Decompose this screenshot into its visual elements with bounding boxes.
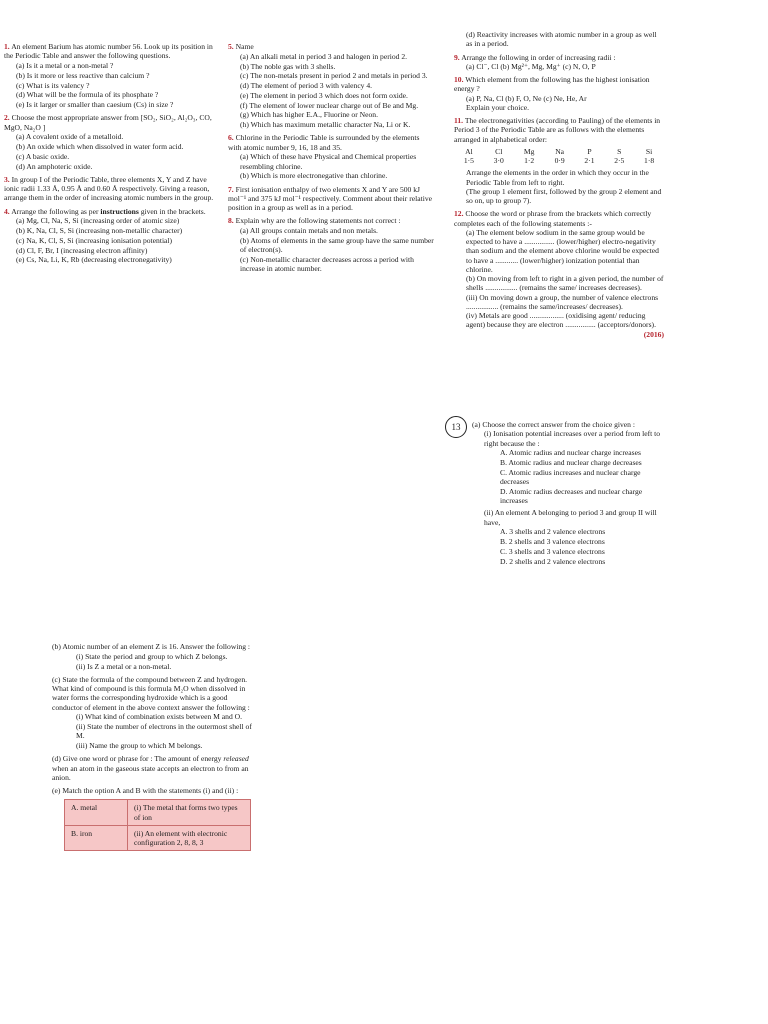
question-13-number: 13 [445,416,467,438]
question-stem: An element Barium has atomic number 56. Look up its position in the Periodic Table and answer the following questions. [4,42,213,61]
option-list [52,652,254,671]
option: (iii) Name the group to which M belongs. [76,741,203,750]
option-line: (a) Cl⁻, Cl (b) Mg²⁺, Mg, Mg⁺ (c) N, O, P [466,61,596,71]
emphasis-text: released [223,754,249,764]
table-cell: 1·5 [463,156,474,165]
option-list [4,216,218,264]
question-stem: Choose the word or phrase from the brackets which correctly completes each of the following statements :- [454,209,652,228]
question-stem: In group I of the Periodic Table, three elements X, Y and Z have ionic radii 1.33 Å, 0.95 Å and 0.60 Å respectively. Giving a reason, arrange them in the order of increasing atomic numbers in the group. [4,174,214,203]
option: B. 2 shells and 3 valence electrons [500,537,605,546]
question-stem: Which element from the following has the highest ionisation energy ? [454,75,650,94]
table-cell: A. metal [65,800,128,826]
option: (iii) On moving down a group, the number of valence electrons ................. (remains the same/increases/ decreases). [466,292,659,311]
option: B. Atomic radius and nuclear charge decreases [500,458,642,467]
option: (a) Which of these have Physical and Chemical properties resembling chlorine. [240,152,417,171]
question-stem: (d) Give one word or phrase for : The amount of energy [52,754,222,764]
option: (e) Is it larger or smaller than caesium (Cs) in size ? [16,100,174,109]
question-stem: (e) Match the option A and B with the statements (i) and (ii) : [52,786,239,795]
question-stem: Arrange the following in order of increasing radii : [461,52,616,62]
option: (c) The non-metals present in period 2 and metals in period 3. [240,71,428,81]
option: (c) A basic oxide. [16,151,70,161]
question-8-continued [454,30,664,49]
instruction-text: Explain your choice. [466,102,530,112]
question-2 [4,113,218,171]
option: (h) Which has maximum metallic character Na, Li or K. [240,120,411,129]
question-4 [4,207,218,265]
sub-question: (i) Ionisation potential increases over a period from left to right because the : [484,429,661,448]
question-number: 11. [454,116,464,125]
option: (e) Cs, Na, Li, K, Rb (decreasing electronegativity) [16,255,172,265]
sub-question: (ii) An element A belonging to period 3 and group II will have, [484,508,657,527]
table-row [454,156,664,165]
question-stem: Chlorine in the Periodic Table is surrounded by the elements with atomic number 9, 16, 18 and 35. [228,133,420,152]
column-1 [4,42,218,269]
option: (d) The element of period 3 with valency 4. [240,81,373,90]
option: (b) Atoms of elements in the same group have the same number of electron(s). [240,235,434,254]
option-list [52,712,254,750]
part-e [52,786,254,851]
option: (b) An oxide which when dissolved in water form acid. [16,142,184,151]
question-number: 6. [228,133,234,143]
question-number: 3. [4,174,10,184]
option: (b) Is it more or less reactive than calcium ? [16,70,150,80]
option: (a) Mg, Cl, Na, S, Si (increasing order of atomic size) [16,216,180,226]
instruction-text: Arrange the elements in the order in which they occur in the Periodic Table from left to right. [466,168,649,187]
option-list [472,448,666,505]
table-cell: 0·9 [554,156,565,165]
option: (d) Cl, F, Br, I (increasing electron affinity) [16,245,148,255]
question-number: 9. [454,52,460,62]
question-number: 12. [454,209,464,219]
question-stem: (b) Atomic number of an element Z is 16. Answer the following : [52,642,251,651]
match-table [64,799,251,851]
question-1 [4,42,218,109]
option: (c) Na, K, Cl, S, Si (increasing ionisation potential) [16,235,173,245]
option-text: (iv) Metals are good .................. (oxidising agent/ reducing agent) because they are electron ................ (acceptors/donors). [466,311,656,330]
table-cell: 2·1 [584,156,595,165]
option: (b) K, Na, Cl, S, Si (increasing non-metallic character) [16,226,183,235]
column-3 [454,30,664,339]
table-row [65,800,251,826]
option-list [228,226,434,273]
question-number: 7. [228,184,234,194]
option: (b) Which is more electronegative than chlorine. [240,171,388,181]
question-stem-end: when an atom in the gaseous state accepts an electron to from an anion. [52,763,249,782]
table-cell: (i) The metal that forms two types of ion [128,800,251,826]
option-list [4,61,218,109]
table-row [65,825,251,851]
option: (d) An amphoteric oxide. [16,161,93,171]
option: (f) The element of lower nuclear charge out of Be and Mg. [240,100,419,110]
option: A. Atomic radius and nuclear charge increases [500,448,641,458]
table-cell: Na [555,146,565,156]
option-line: (a) P, Na, Cl (b) F, O, Ne (c) Ne, He, Ar [466,93,587,103]
question-stem: (a) Choose the correct answer from the choice given : [472,420,635,429]
question-7 [228,185,434,213]
question-stem: Arrange the following as per [11,206,99,216]
question-stem: Explain why are the following statements not correct : [235,216,401,226]
option: (ii) Is Z a metal or a non-metal. [76,661,172,671]
table-cell: S [617,146,622,156]
option: (a) An alkali metal in period 3 and halogen in period 2. [240,51,408,61]
table-cell: B. iron [65,825,128,851]
option-list [228,52,434,130]
emphasis-text: instructions [100,206,139,216]
question-number: 4. [4,206,10,216]
option: (d) What will be the formula of its phosphate ? [16,90,159,100]
part-c [52,675,254,751]
question-stem: First ionisation enthalpy of two elements X and Y are 500 kJ mol⁻¹ and 375 kJ mol⁻¹ respectively. Comment about their relative position in a group as well as in a period. [228,184,432,212]
option: (i) State the period and group to which Z belongs. [76,651,228,661]
table-cell: 3·0 [493,156,504,165]
question-stem: Choose the most appropriate answer from [SO₂, SiO₂, Al₂O₃, CO, MgO, Na₂O ] [4,113,212,132]
part-d [52,754,254,782]
question-number: 10. [454,75,464,84]
table-cell: P [587,146,592,156]
question-number: 5. [228,42,234,51]
option: (a) Is it a metal or a non-metal ? [16,61,114,70]
option: (a) All groups contain metals and non metals. [240,226,378,235]
question-stem: Name [235,42,254,51]
option: A. 3 shells and 2 valence electrons [500,527,606,537]
table-cell: Si [645,146,653,156]
question-stem-end: given in the brackets. [140,206,206,216]
table-cell: 1·2 [524,156,535,165]
table-cell: 1·8 [644,156,655,165]
option: (c) Non-metallic character decreases across a period with increase in atomic number. [240,254,414,273]
option-list [4,132,218,171]
option: D. 2 shells and 2 valence electrons [500,556,606,566]
option: C. Atomic radius increases and nuclear charge decreases [500,467,641,486]
option: (a) A covalent oxide of a metalloid. [16,132,124,142]
option: (b) On moving from left to right in a given period, the number of shells ................. (remains the same/ increases decreases). [466,274,664,293]
option: (e) The element in period 3 which does not form oxide. [240,90,408,100]
option: (a) The element below sodium in the same group would be expected to have a ................ (lower/higher) electro-negativity than sodium and the element above chlorine would be expected to have a ............ (lower/higher) ionization potential than chlorine. [466,227,659,274]
question-6 [228,133,434,180]
question-8 [228,216,434,273]
option [454,311,664,339]
table-row [454,147,664,156]
table-cell: Cl [495,146,503,156]
question-9 [454,53,664,72]
electronegativity-table [454,147,664,166]
year-label: (2016) [643,329,664,339]
question-number: 2. [4,113,10,123]
option: (c) What is its valency ? [16,80,90,90]
option-list [228,152,434,180]
table-cell: Al [465,146,473,156]
question-3 [4,175,218,203]
question-stem: The electronegativities (according to Pauling) of the elements in Period 3 of the Periodic Table are as follows with the elements arranged in alphabetical order: [454,116,661,144]
column-2 [228,42,434,277]
question-12 [454,209,664,339]
question-10 [454,75,664,112]
option: (b) The noble gas with 3 shells. [240,61,336,71]
note-text: (The group 1 element first, followed by the group 2 element and so on, up to group 7). [466,186,662,205]
question-5 [228,42,434,129]
option: (g) Which has higher E.A., Fluorine or Neon. [240,110,378,120]
table-cell: Mg [523,146,535,156]
lower-block [52,642,254,855]
option: (ii) State the number of electrons in the outermost shell of M. [76,722,252,741]
part-b [52,642,254,671]
table-cell: 2·5 [614,156,625,165]
question-11 [454,116,664,205]
question-13 [472,420,666,566]
option-list [472,527,666,566]
question-number: 1. [4,42,10,51]
option: D. Atomic radius decreases and nuclear charge increases [500,486,643,505]
option: (i) What kind of combination exists between M and O. [76,712,243,722]
question-stem: (c) State the formula of the compound between Z and hydrogen. What kind of compound is this formula M₂O when dissolved in water forms the corresponding hydroxide which is a good conductor of element in the above context answer the following : [52,674,250,712]
option: C. 3 shells and 3 valence electrons [500,546,605,556]
table-cell: (ii) An element with electronic configuration 2, 8, 8, 3 [128,825,251,851]
question-number: 8. [228,216,234,226]
option: (d) Reactivity increases with atomic number in a group as well as in a period. [466,30,657,49]
